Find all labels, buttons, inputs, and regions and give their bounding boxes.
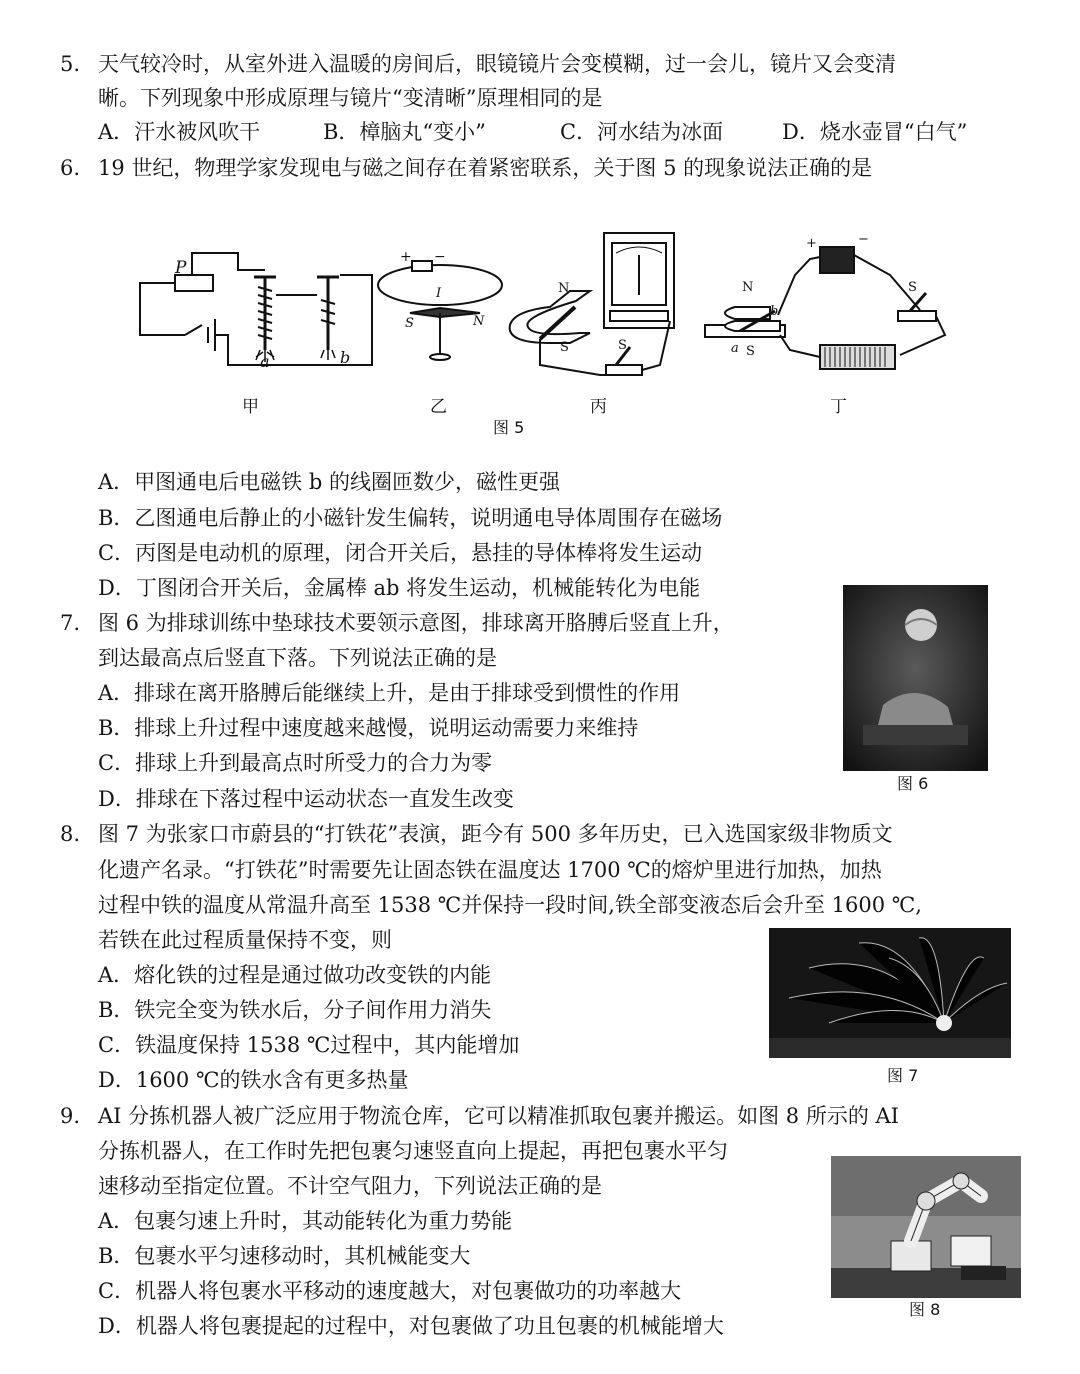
yi-battery (412, 261, 432, 271)
figure-8-caption: 图 8 (909, 1300, 941, 1319)
q7-option-d: D．排球在下落过程中运动状态一直发生改变 (98, 787, 514, 811)
figure-5-ding (705, 232, 945, 417)
figure-5-bing (510, 233, 674, 417)
q6-option-c: C．丙图是电动机的原理，闭合开关后，悬挂的导体棒将发生运动 (98, 541, 703, 565)
yi-plus: + (400, 249, 412, 265)
figure-5-caption: 图 5 (493, 418, 525, 437)
ding-wire-4 (780, 335, 820, 357)
q8-option-b: B．铁完全变为铁水后，分子间作用力消失 (98, 998, 492, 1022)
ding-s: S (746, 344, 755, 359)
label-b: b (340, 348, 351, 367)
yi-current-label: I (436, 286, 442, 301)
label-ding: 丁 (830, 397, 847, 417)
q9-option-c: C．机器人将包裹水平移动的速度越大，对包裹做功的功率越大 (98, 1279, 682, 1303)
q5-option-c: C．河水结为冰面 (560, 120, 724, 144)
q8-stem-line1: 图 7 为张家口市蔚县的“打铁花”表演，距今有 500 多年历史，已入选国家级非物质文 (98, 822, 893, 846)
q5-option-a: A．汗水被风吹干 (98, 120, 261, 144)
q5-stem-line1: 天气较冷时，从室外进入温暖的房间后，眼镜镜片会变模糊，过一会儿，镜片又会变清 (98, 52, 896, 76)
q7-stem-line1: 图 6 为排球训练中垫球技术要领示意图，排球离开胳膊后竖直上升， (98, 611, 734, 635)
ding-battery (820, 247, 854, 273)
ding-switch-s: S (908, 280, 917, 295)
bing-n: N (558, 281, 570, 296)
wire-top (192, 253, 265, 270)
ding-minus: − (858, 232, 869, 247)
q8-stem-line3: 过程中铁的温度从常温升高至 1538 ℃并保持一段时间,铁全部变液态后会升至 1600 ℃, (98, 893, 922, 917)
yi-s: S (405, 316, 414, 331)
figure-8-photo (831, 1156, 1021, 1298)
q7-option-b: B．排球上升过程中速度越来越慢，说明运动需要力来维持 (98, 716, 639, 740)
figure-6-caption: 图 6 (897, 774, 929, 793)
compass-needle (410, 308, 480, 317)
q6-number: 6. (60, 156, 81, 180)
q9-option-b: B．包裹水平匀速移动时，其机械能变大 (98, 1244, 471, 1268)
q7-number: 7. (60, 611, 81, 635)
package (951, 1236, 991, 1266)
q7-stem-line2: 到达最高点后竖直下落。下列说法正确的是 (98, 646, 497, 670)
ding-b: b (770, 304, 779, 319)
q8-option-d: D．1600 ℃的铁水含有更多热量 (98, 1068, 409, 1092)
q8-option-c: C．铁温度保持 1538 ℃过程中，其内能增加 (98, 1033, 520, 1057)
q8-option-a: A．熔化铁的过程是通过做功改变铁的内能 (98, 963, 492, 987)
pins-b (321, 350, 335, 360)
galvanometer-scale (616, 247, 662, 253)
ding-n: N (742, 280, 754, 295)
label-bing: 丙 (590, 397, 607, 417)
q6-stem-line1: 19 世纪，物理学家发现电与磁之间存在着紧密联系，关于图 5 的现象说法正确的是 (98, 156, 873, 180)
q8-number: 8. (60, 822, 81, 846)
robot-cart (961, 1266, 1006, 1280)
label-jia: 甲 (242, 397, 259, 417)
q7-option-a: A．排球在离开胳膊后能继续上升，是由于排球受到惯性的作用 (98, 681, 681, 705)
ding-plus: + (806, 236, 817, 251)
switch-blade (185, 325, 202, 335)
q5-stem-line2: 晰。下列现象中形成原理与镜片“变清晰”原理相同的是 (98, 86, 603, 110)
yi-n: N (473, 314, 485, 329)
bing-wire-1 (540, 339, 610, 375)
q5-option-d: D．烧水壶冒“白气” (782, 120, 968, 144)
label-yi: 乙 (430, 397, 447, 417)
galvanometer-base (610, 311, 668, 321)
figure-5-jia (140, 253, 372, 417)
volleyball (905, 609, 937, 641)
q6-option-a: A．甲图通电后电磁铁 b 的线圈匝数少，磁性更强 (98, 470, 560, 494)
figure-5-yi (378, 249, 502, 417)
q5-number: 5. (60, 52, 81, 76)
ding-rheostat (820, 345, 895, 369)
label-p: P (175, 258, 187, 278)
figure-5 (130, 215, 960, 445)
q9-stem-line2: 分拣机器人，在工作时先把包裹匀速竖直向上提起，再把包裹水平匀 (98, 1139, 728, 1163)
label-a: a (260, 352, 270, 371)
q6-option-d: D．丁图闭合开关后，金属棒 ab 将发生运动，机械能转化为电能 (98, 576, 701, 600)
bing-switch-base (606, 365, 642, 375)
q9-stem-line3: 速移动至指定位置。不计空气阻力，下列说法正确的是 (98, 1174, 602, 1198)
figure-6-photo (843, 585, 988, 771)
figure-7-photo (769, 928, 1011, 1058)
needle-base (430, 354, 450, 360)
horseshoe-magnet (510, 291, 590, 343)
ding-a: a (731, 341, 739, 356)
q9-option-a: A．包裹匀速上升时，其动能转化为重力势能 (98, 1209, 513, 1233)
ding-switch-base (898, 311, 936, 321)
q9-number: 9. (60, 1104, 81, 1128)
q8-stem-line2: 化遗产名录。“打铁花”时需要先让固态铁在温度达 1700 ℃的熔炉里进行加热，加热 (98, 858, 882, 882)
bing-switch-s: S (618, 338, 627, 353)
figure-7-caption: 图 7 (887, 1066, 919, 1085)
q8-stem-line4: 若铁在此过程质量保持不变，则 (98, 928, 392, 952)
q9-option-d: D．机器人将包裹提起的过程中，对包裹做了功且包裹的机械能增大 (98, 1314, 724, 1338)
q6-option-b: B．乙图通电后静止的小磁针发生偏转，说明通电导体周围存在磁场 (98, 506, 723, 530)
q7-option-c: C．排球上升到最高点时所受力的合力为零 (98, 751, 493, 775)
ding-wire-1 (778, 257, 820, 315)
q9-stem-line1: AI 分拣机器人被广泛应用于物流仓库，它可以精准抓取包裹并搬运。如图 8 所示的 AI (98, 1104, 899, 1128)
yi-minus: − (434, 249, 446, 265)
q5-option-b: B．樟脑丸“变小” (323, 120, 486, 144)
bing-s: S (560, 340, 569, 355)
